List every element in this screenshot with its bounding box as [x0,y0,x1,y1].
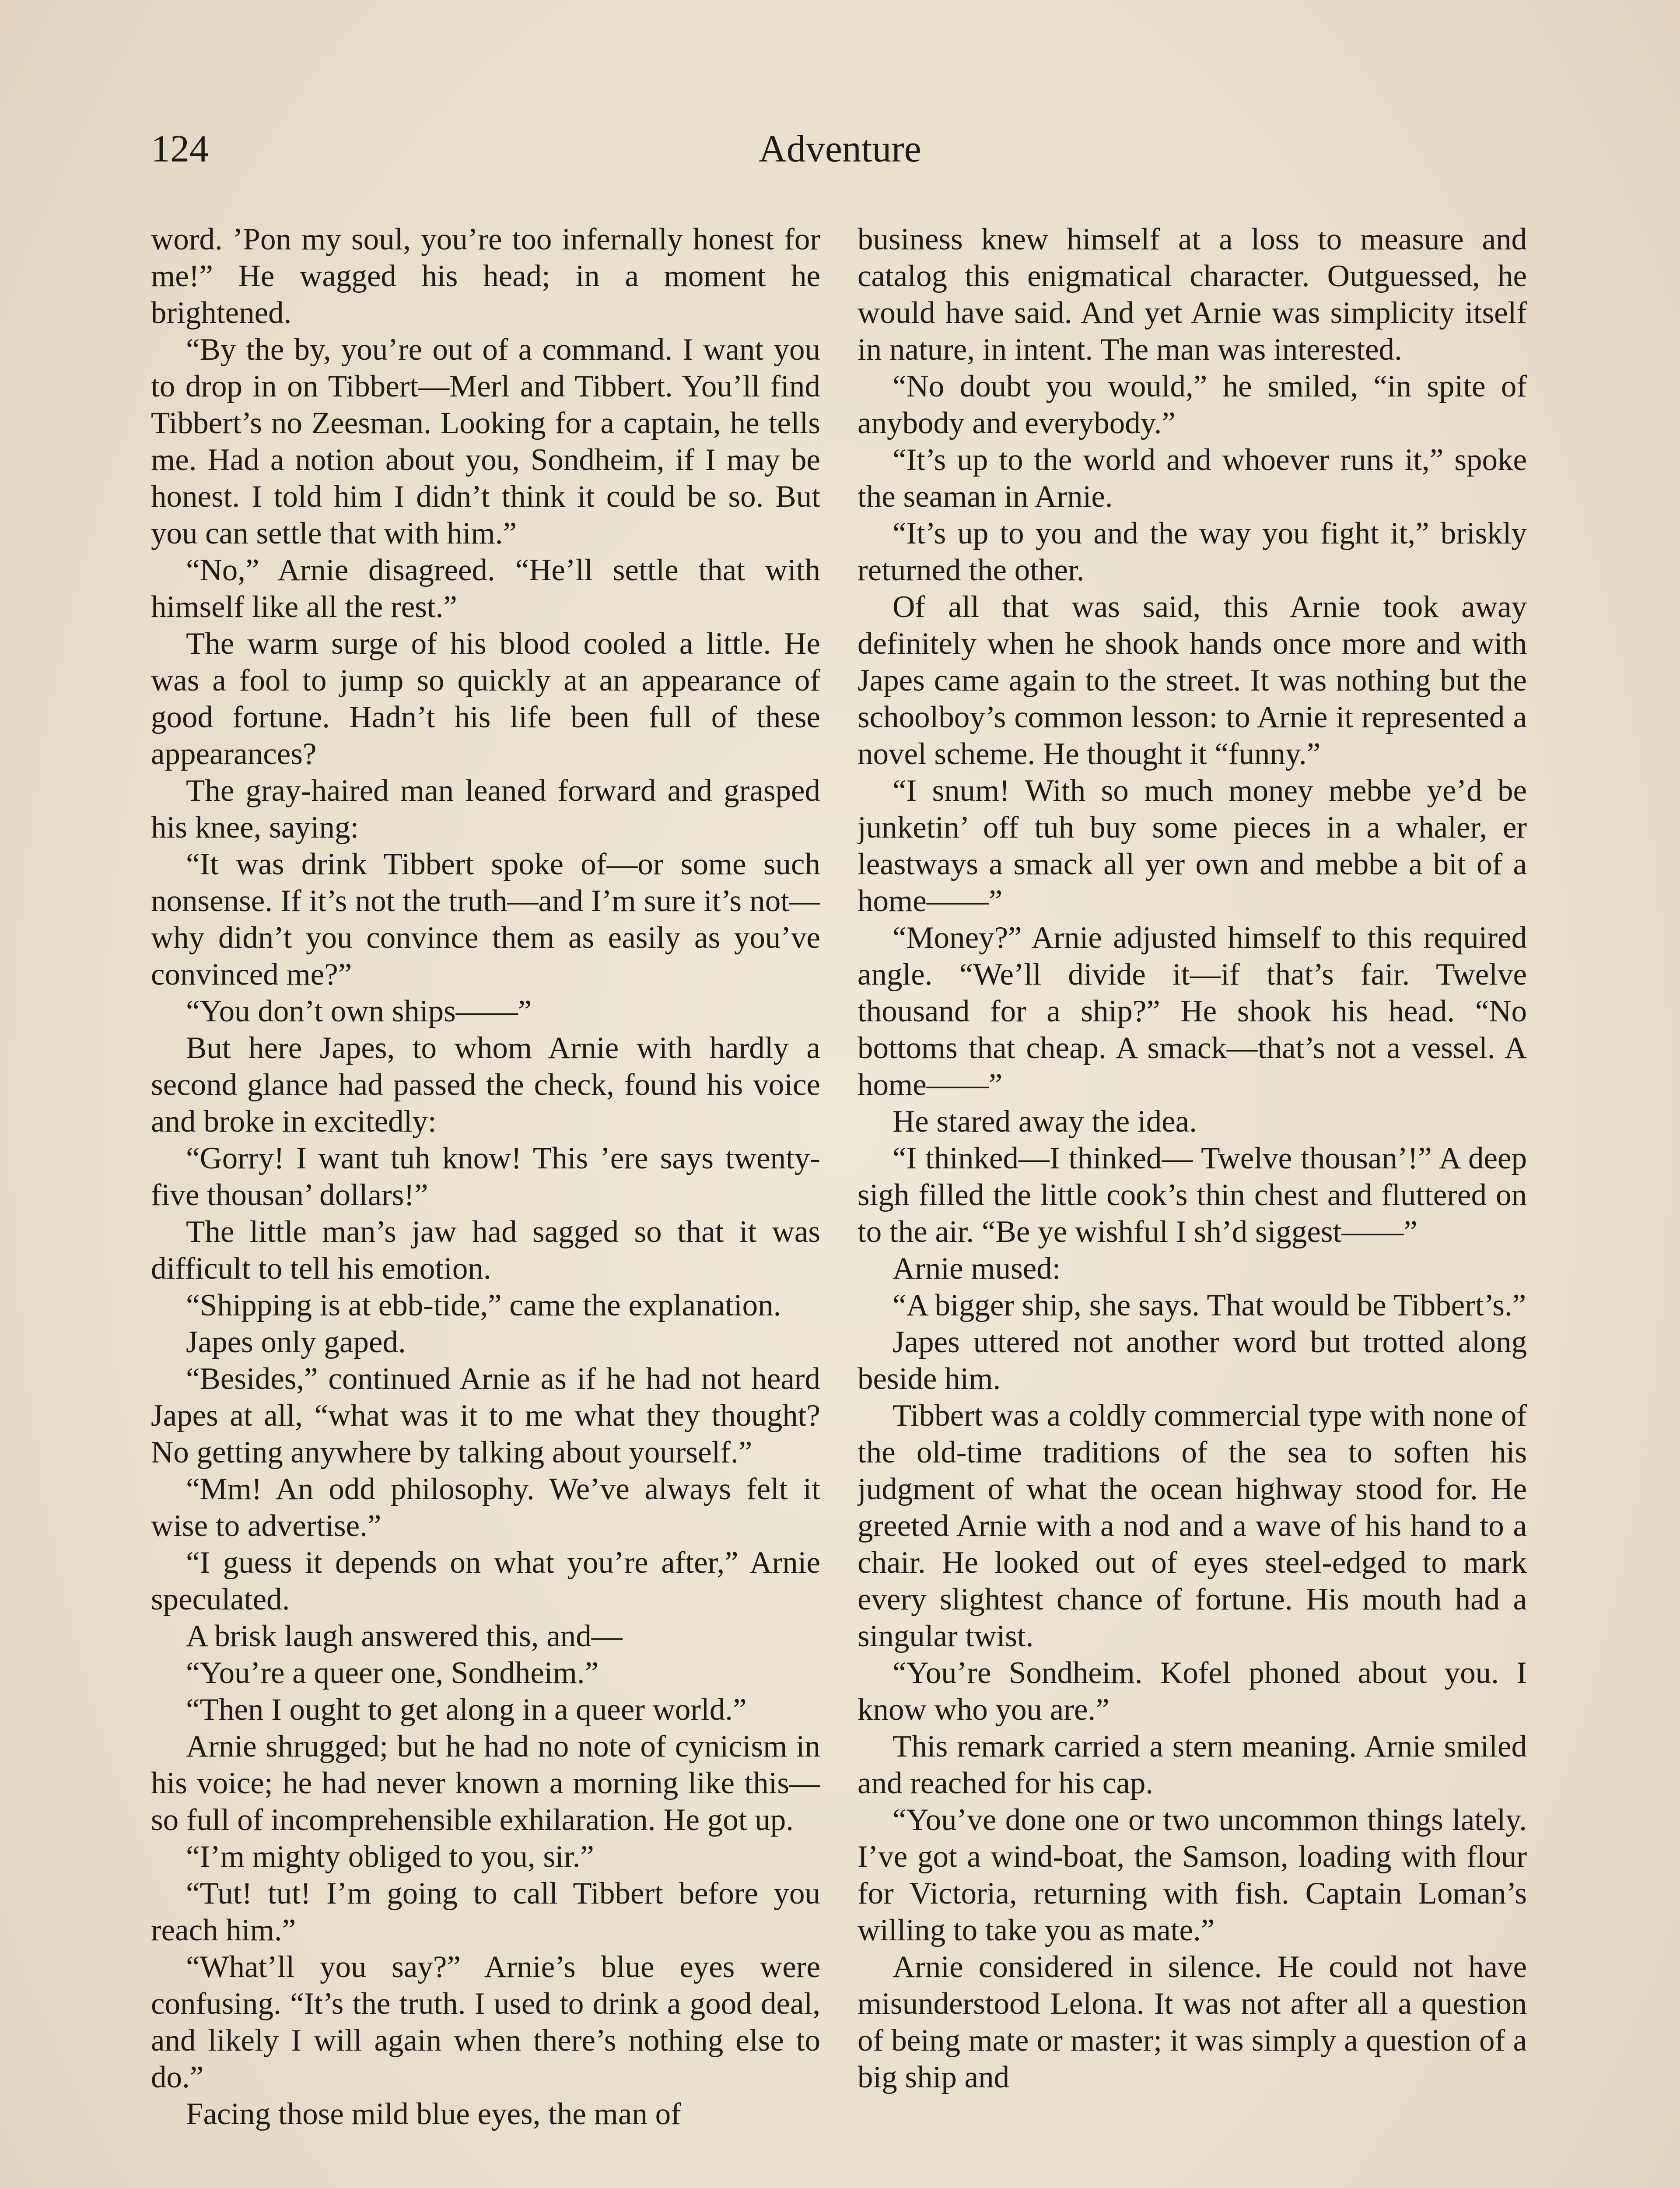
paragraph: The warm surge of his blood cooled a little. He was a fool to jump so quickly at an appearance of good fortune. Hadn’t his life been full of these appearances? [151,627,820,771]
paragraph: “Then I ought to get along in a queer world.” [186,1693,747,1727]
paragraph: business knew himself at a loss to measure and catalog this enigmatical character. Outguessed, he would have said. And yet Arnie was simplicity itself in nature, in intent. The man was interested. [858,222,1527,367]
paragraph: “I thinked—I thinked— Twelve thousan’!” A deep sigh filled the little cook’s thin chest and fluttered on to the air. “Be ye wishful I sh’d siggest——” [858,1141,1527,1249]
paragraph: Facing those mild blue eyes, the man of [186,2097,681,2131]
paragraph: “Tut! tut! I’m going to call Tibbert before you reach him.” [151,1876,820,1947]
paragraph: The gray-haired man leaned forward and grasped his knee, saying: [151,774,820,845]
paragraph: The little man’s jaw had sagged so that it was difficult to tell his emotion. [151,1215,820,1286]
paragraph: “You’ve done one or two uncommon things lately. I’ve got a wind-boat, the Samson, loading with flour for Victoria, returning with fish. Captain Loman’s willing to take you as mate.” [858,1803,1527,1947]
paragraph: A brisk laugh answered this, and— [186,1619,623,1653]
paragraph: “I’m mighty obliged to you, sir.” [186,1840,594,1874]
right-text-column [858,221,1527,2188]
left-text-column [151,221,820,2188]
paragraph: This remark carried a stern meaning. Arnie smiled and reached for his cap. [858,1729,1527,1800]
paragraph: Of all that was said, this Arnie took away definitely when he shook hands once more and with Japes came again to the street. It was nothing but the schoolboy’s common lesson: to Arnie it represented a novel scheme. He thought it “funny.” [858,590,1527,771]
paragraph: “Mm! An odd philosophy. We’ve always felt it wise to advertise.” [151,1472,820,1543]
running-head-title: Adventure [759,128,921,170]
paragraph: “Money?” Arnie adjusted himself to this required angle. “We’ll divide it—if that’s fair. Twelve thousand for a ship?” He shook his head. “No bottoms that cheap. A smack—that’s not a vessel. A home——” [858,921,1527,1102]
paragraph: “I guess it depends on what you’re after,” Arnie speculated. [151,1546,820,1616]
paragraph: “A bigger ship, she says. That would be Tibbert’s.” [892,1288,1526,1322]
paragraph: “It’s up to the world and whoever runs it,” spoke the seaman in Arnie. [858,443,1527,514]
paragraph: Arnie mused: [892,1252,1061,1286]
paragraph: “Gorry! I want tuh know! This ’ere says twenty-five thousan’ dollars!” [151,1141,820,1212]
paragraph: “Shipping is at ebb-tide,” came the explanation. [186,1288,781,1322]
paragraph: He stared away the idea. [892,1105,1197,1139]
paragraph: “No doubt you would,” he smiled, “in spite of anybody and everybody.” [858,369,1527,440]
page-number: 124 [151,128,209,170]
page-header [151,127,1529,179]
paragraph: Arnie considered in silence. He could not have misunderstood Lelona. It was not after all a question of being mate or master; it was simply a question of a big ship and [858,1950,1527,2094]
paragraph: “You’re a queer one, Sondheim.” [186,1656,599,1690]
paragraph: “It’s up to you and the way you fight it,” briskly returned the other. [858,516,1527,587]
paragraph: Tibbert was a coldly commercial type with none of the old-time traditions of the sea to soften his judgment of what the ocean highway stood for. He greeted Arnie with a nod and a wave of his hand to a chair. He looked out of eyes steel-edged to mark every slightest chance of fortune. His mouth had a singular twist. [858,1399,1527,1653]
paragraph: “It was drink Tibbert spoke of—or some such nonsense. If it’s not the truth—and I’m sure it’s not—why didn’t you convince them as easily as you’ve convinced me?” [151,847,820,992]
paragraph: “No,” Arnie disagreed. “He’ll settle that with himself like all the rest.” [151,553,820,624]
paragraph: “By the by, you’re out of a command. I want you to drop in on Tibbert—Merl and Tibbert. You’ll find Tibbert’s no Zeesman. Looking for a captain, he tells me. Had a notion about you, Sondheim, if I may be honest. I told him I didn’t think it could be so. But you can settle that with him.” [151,333,820,551]
paragraph: “What’ll you say?” Arnie’s blue eyes were confusing. “It’s the truth. I used to drink a good deal, and likely I will again when there’s nothing else to do.” [151,1950,820,2094]
paragraph: “I snum! With so much money mebbe ye’d be junketin’ off tuh buy some pieces in a whaler, er leastways a smack all yer own and mebbe a bit of a home——” [858,774,1527,918]
paragraph: Japes uttered not another word but trotted along beside him. [858,1325,1527,1396]
paragraph: “Besides,” continued Arnie as if he had not heard Japes at all, “what was it to me what they thought? No getting anywhere by talking about yourself.” [151,1362,820,1469]
paragraph: But here Japes, to whom Arnie with hardly a second glance had passed the check, found his voice and broke in excitedly: [151,1031,820,1139]
paragraph: Japes only gaped. [186,1325,406,1359]
paragraph: “You’re Sondheim. Kofel phoned about you. I know who you are.” [858,1656,1527,1727]
paragraph: Arnie shrugged; but he had no note of cynicism in his voice; he had never known a morning like this—so full of incomprehensible exhilaration. He got up. [151,1729,820,1837]
paragraph: “You don’t own ships——” [186,994,532,1028]
paragraph: word. ’Pon my soul, you’re too infernally honest for me!” He wagged his head; in a moment he brightened. [151,222,820,330]
